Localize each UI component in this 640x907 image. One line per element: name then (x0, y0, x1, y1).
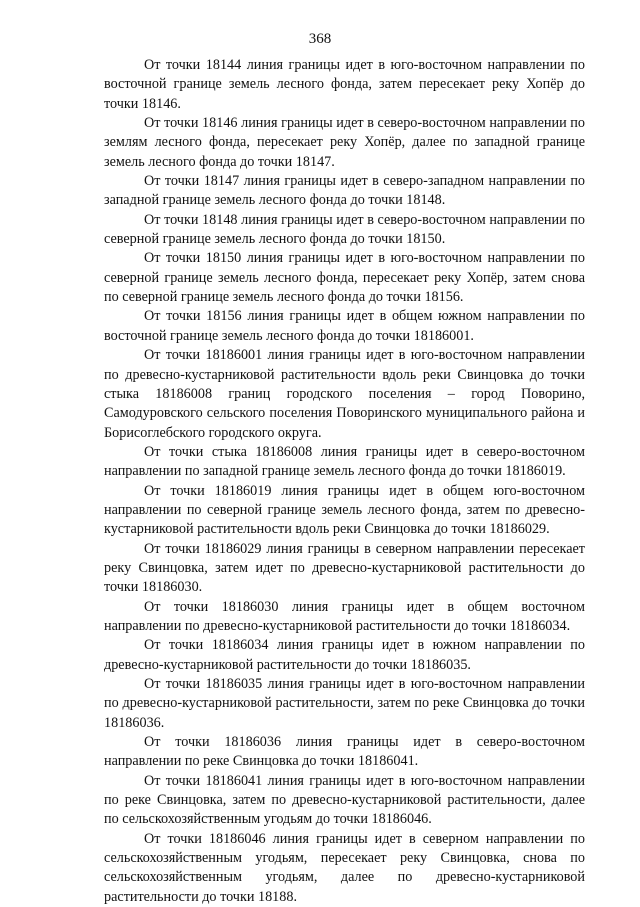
paragraph: От точки 18186041 линия границы идет в юго-восточном направлении по реке Свинцовка, затем по древесно-кустарниковой растительности, далее по сельскохозяйственным угодьям до точки 18186046. (104, 772, 585, 828)
paragraph: От точки 18147 линия границы идет в северо-западном направлении по западной границе земель лесного фонда до точки 18148. (104, 173, 585, 209)
paragraph: От точки 18186019 линия границы идет в общем юго-восточном направлении по северной границе земель лесного фонда, затем по древесно-кустарниковой растительности вдоль реки Свинцовка до точки 18186029. (104, 482, 585, 538)
paragraph: От точки 18186046 линия границы идет в северном направлении по сельскохозяйственным угодьям, пересекает реку Свинцовка, снова по сельскохозяйственным угодьям, далее по древесно-кустарниковой растительности до точки 18188. (104, 830, 585, 905)
body-text (104, 56, 585, 907)
paragraph: От точки 18186001 линия границы идет в юго-восточном направлении по древесно-кустарниковой растительности вдоль реки Свинцовка до точки стыка 18186008 границ городского поселения – город Поворино, Самодуровского сельского поселения Поворинского муниципального района и Борисоглебского городского округа. (104, 347, 585, 441)
paragraph: От точки 18150 линия границы идет в юго-восточном направлении по северной границе земель лесного фонда, пересекает реку Хопёр, затем снова по северной границе земель лесного фонда до точки 18156. (104, 250, 585, 306)
paragraph: От точки 18146 линия границы идет в северо-восточном направлении по землям лесного фонда, пересекает реку Хопёр, далее по западной границе земель лесного фонда до точки 18147. (104, 115, 585, 170)
paragraph: От точки 18186030 линия границы идет в общем восточном направлении по древесно-кустарниковой растительности до точки 18186034. (104, 598, 585, 634)
paragraph: От точки 18186029 линия границы в северном направлении пересекает реку Свинцовка, затем идет по древесно-кустарниковой растительности до точки 18186030. (104, 540, 585, 596)
paragraph: От точки 18148 линия границы идет в северо-восточном направлении по северной границе земель лесного фонда до точки 18150. (104, 211, 585, 248)
paragraph: От точки 18186035 линия границы идет в юго-восточном направлении по древесно-кустарниковой растительности, затем по реке Свинцовка до точки 18186036. (104, 676, 585, 731)
page-number: 368 (308, 31, 332, 47)
paragraph: От точки стыка 18186008 линия границы идет в северо-восточном направлении по западной границе земель лесного фонда до точки 18186019. (104, 443, 585, 480)
paragraph: От точки 18144 линия границы идет в юго-восточном направлении по восточной границе земель лесного фонда, затем пересекает реку Хопёр до точки 18146. (104, 57, 585, 112)
paragraph: От точки 18156 линия границы идет в общем южном направлении по восточной границе земель лесного фонда до точки 18186001. (104, 308, 585, 344)
paragraph: От точки 18186036 линия границы идет в северо-восточном направлении по реке Свинцовка до точки 18186041. (104, 734, 585, 770)
paragraph: От точки 18186034 линия границы идет в южном направлении по древесно-кустарниковой растительности до точки 18186035. (104, 637, 585, 673)
